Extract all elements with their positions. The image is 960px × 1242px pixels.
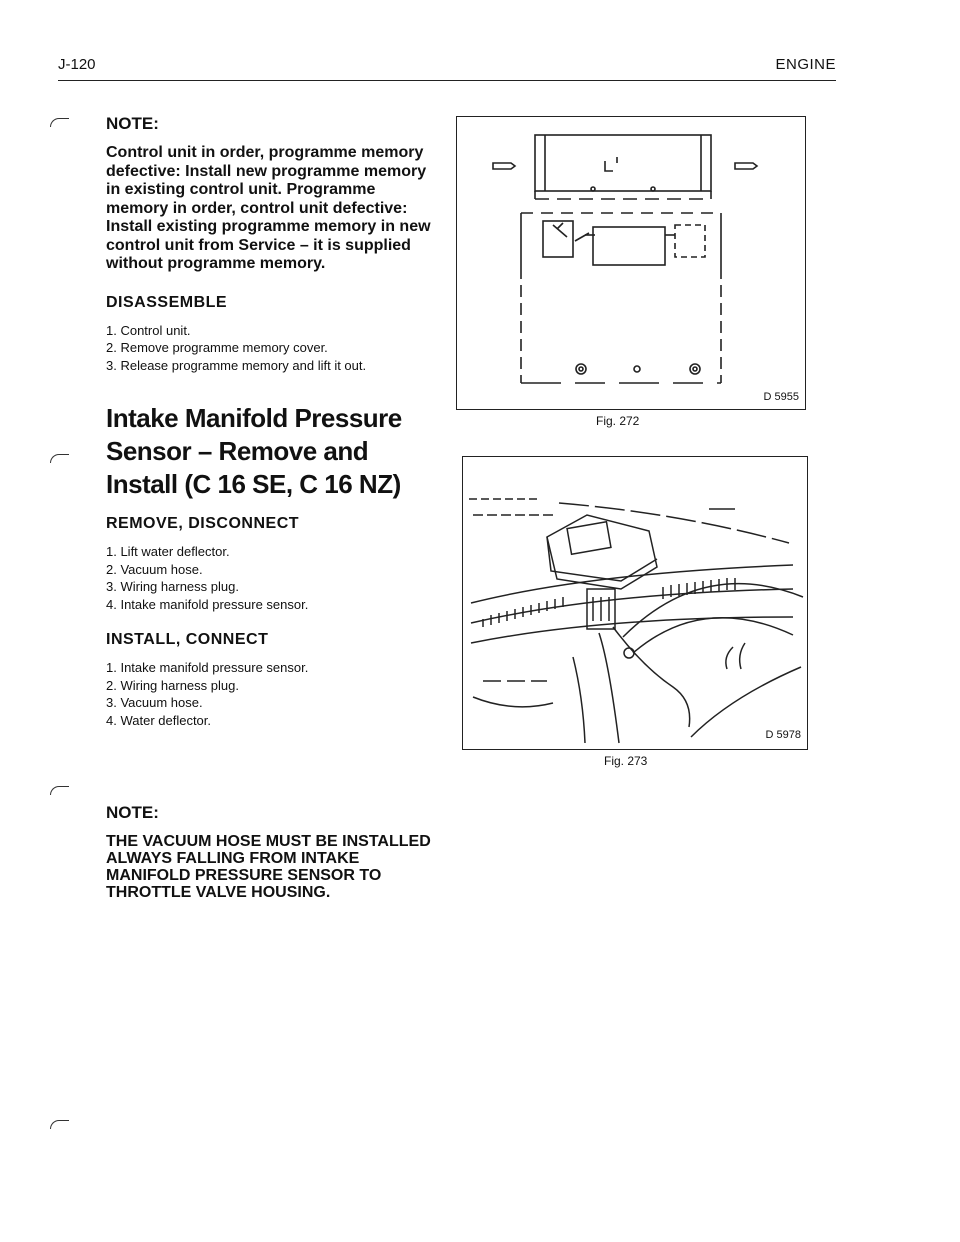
margin-mark	[50, 454, 69, 463]
step-item: 1. Intake manifold pressure sensor.	[106, 660, 309, 675]
step-item: 3. Release programme memory and lift it out.	[106, 357, 367, 373]
figure-273	[462, 456, 808, 750]
step-item: 1. Control unit.	[106, 322, 191, 338]
disassemble-heading: DISASSEMBLE	[106, 293, 228, 311]
figure-caption: Fig. 272	[596, 414, 640, 428]
figure-code: D 5955	[763, 391, 799, 403]
remove-steps	[106, 543, 436, 613]
remove-heading: REMOVE, DISCONNECT	[106, 515, 300, 532]
step-item: 3. Vacuum hose.	[106, 695, 203, 710]
step-item: 2. Wiring harness plug.	[106, 677, 239, 693]
section-title: Intake Manifold Pressure Sensor – Remove and Install (C 16 SE, C 16 NZ)	[106, 403, 402, 499]
figure-272	[456, 116, 806, 410]
step-item: 3. Wiring harness plug.	[106, 579, 239, 594]
disassemble-steps	[106, 322, 436, 375]
page-number: J-120	[58, 56, 96, 73]
step-item: 4. Intake manifold pressure sensor.	[106, 596, 309, 612]
margin-mark	[50, 1120, 69, 1129]
install-steps	[106, 659, 436, 729]
caps-note-text: THE VACUUM HOSE MUST BE INSTALLED ALWAYS FALLING FROM INTAKE MANIFOLD PRESSURE SENSOR TO THROTTLE VALVE HOUSING.	[106, 833, 431, 901]
margin-mark	[50, 118, 69, 127]
figure-caption: Fig. 273	[604, 754, 648, 768]
step-item: 2. Vacuum hose.	[106, 561, 203, 577]
step-item: 1. Lift water deflector.	[106, 544, 230, 559]
note-label: NOTE:	[106, 114, 159, 133]
main-text-column	[106, 114, 436, 901]
note-label: NOTE:	[106, 803, 159, 822]
install-heading: INSTALL, CONNECT	[106, 631, 269, 648]
figure-code: D 5978	[765, 729, 801, 741]
note-text: Control unit in order, programme memory defective: Install new programme memory in existing control unit. Programme memory in order, control unit defective: Install existing programme memory in new control unit from Service – it is supplied without programme memory.	[106, 144, 431, 272]
step-item: 4. Water deflector.	[106, 712, 212, 728]
control-unit-drawing	[457, 117, 805, 409]
section-name: ENGINE	[775, 56, 836, 73]
page-header	[58, 56, 836, 81]
step-item: 2. Remove programme memory cover.	[106, 340, 328, 355]
pressure-sensor-drawing	[463, 457, 807, 749]
margin-mark	[50, 786, 69, 795]
